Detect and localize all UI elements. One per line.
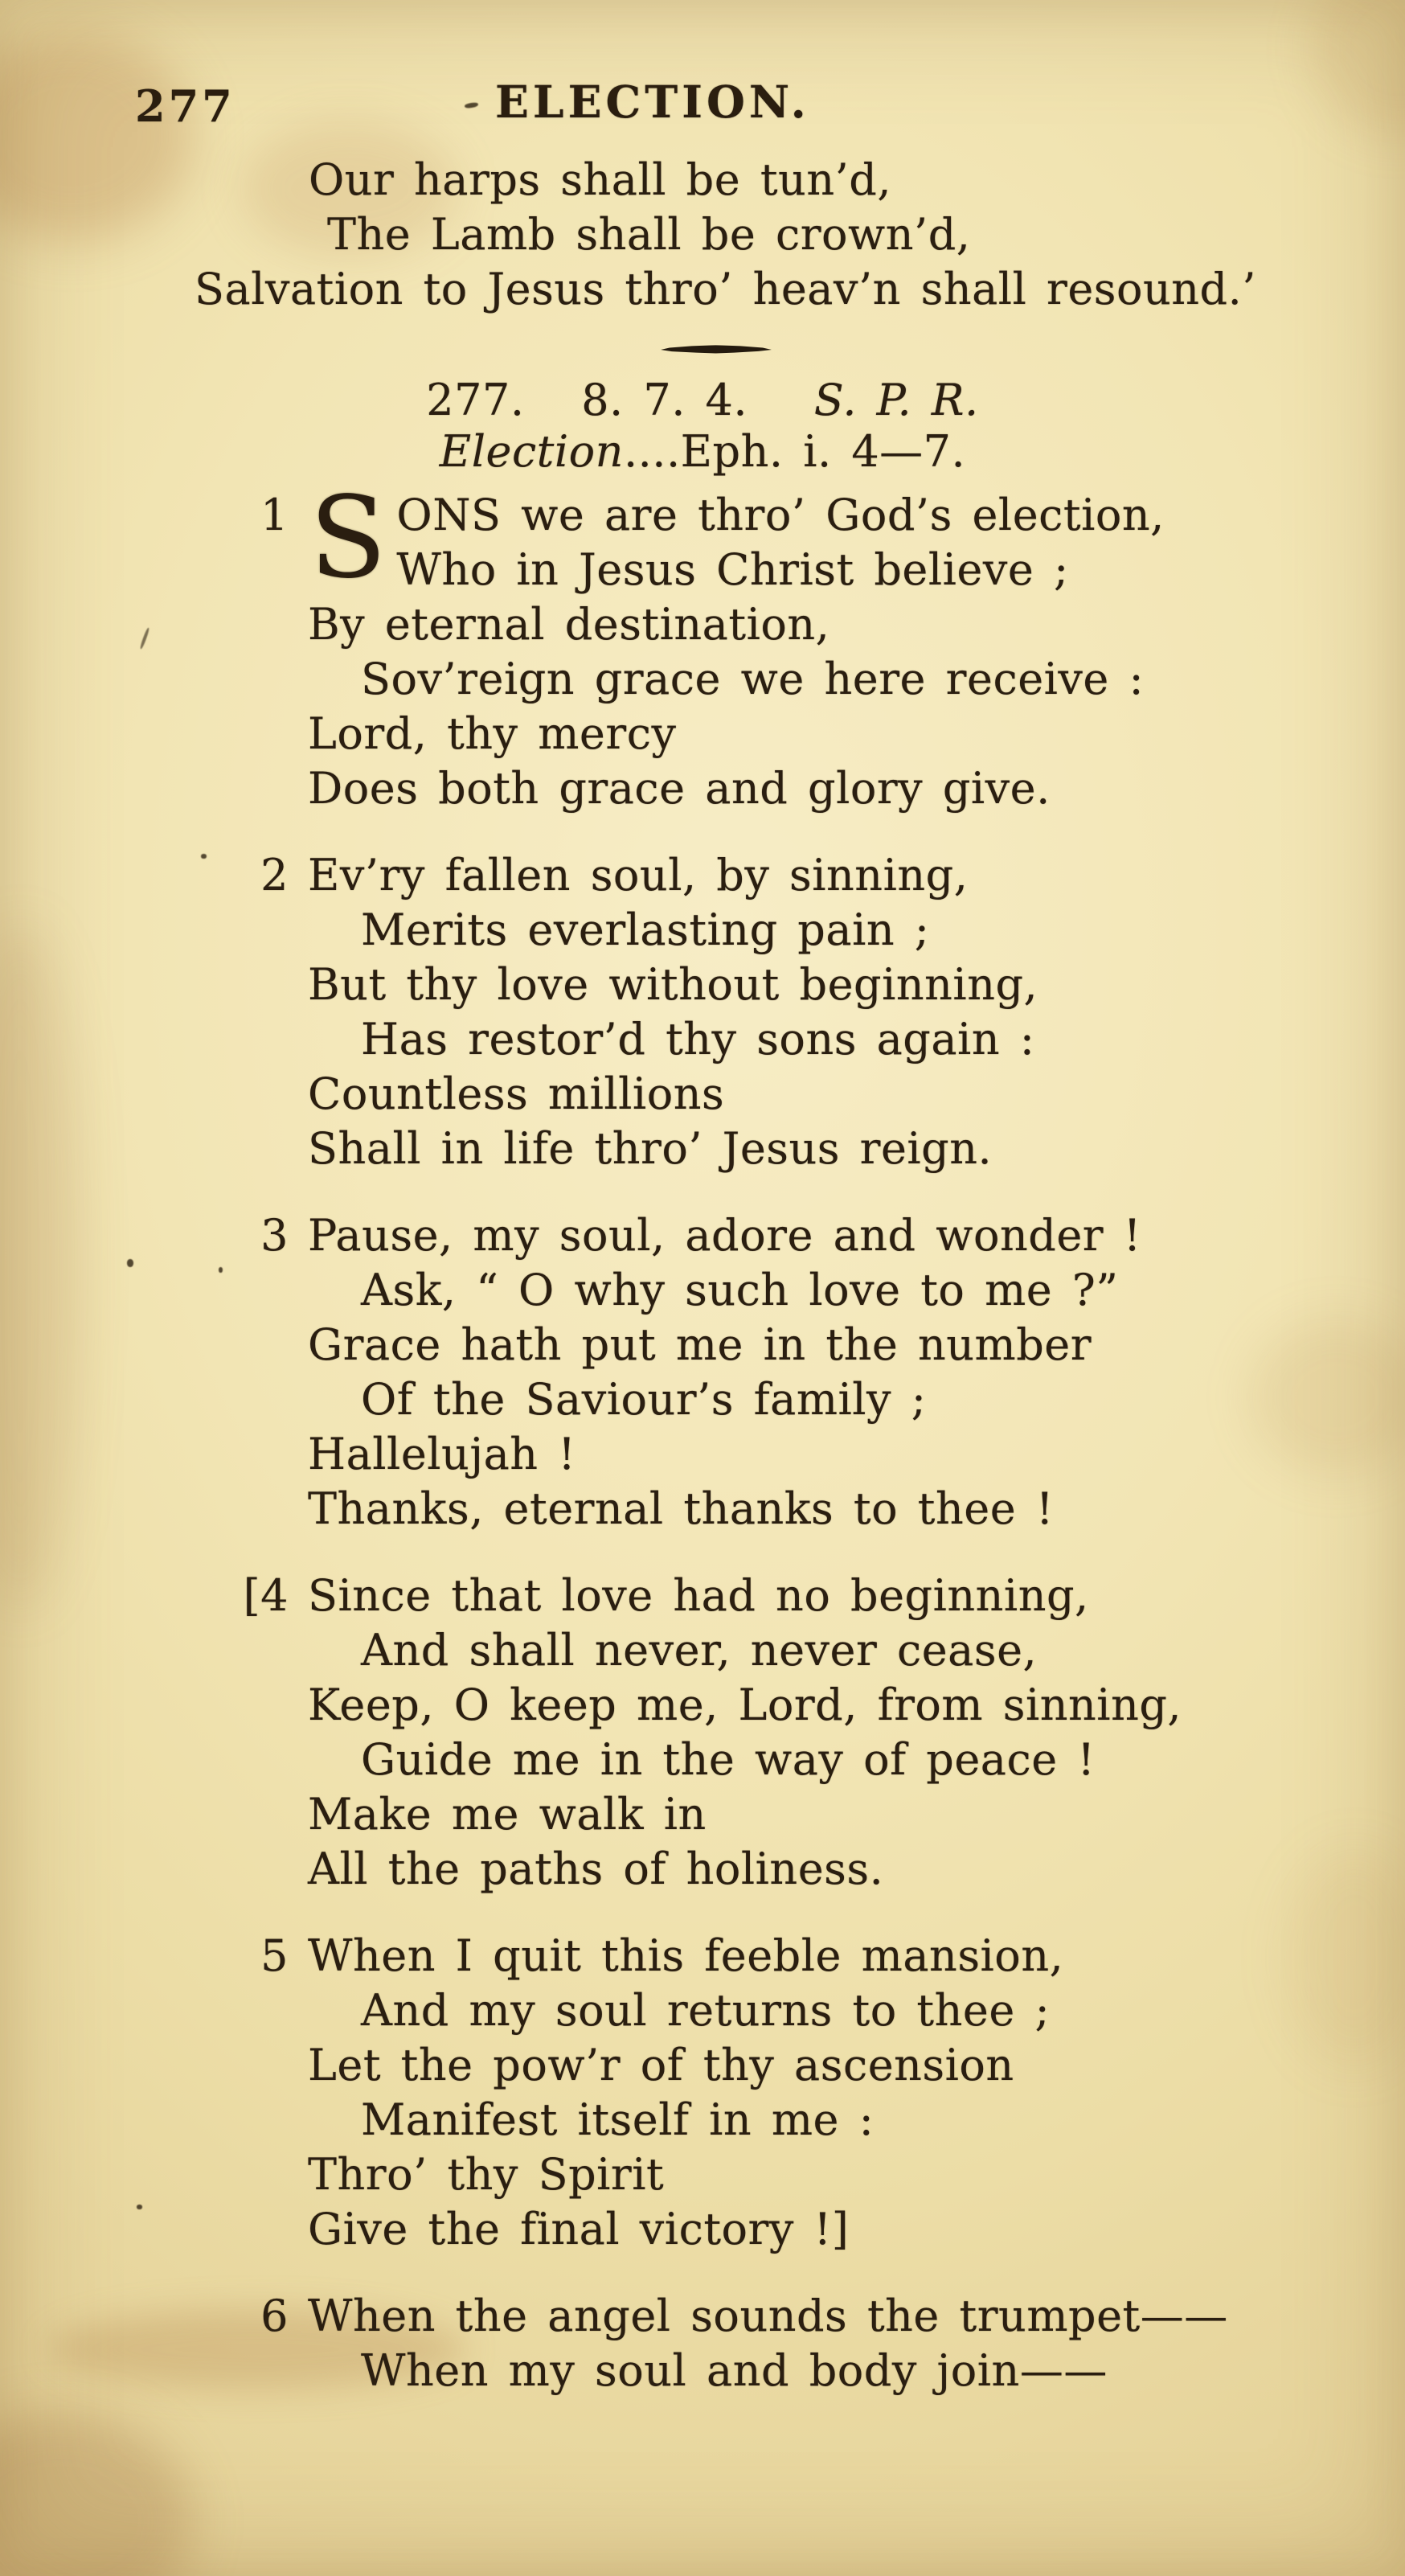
verse-number: 1	[260, 490, 289, 540]
verse-line: Give the final victory !]	[308, 2204, 850, 2254]
verse-line: Guide me in the way of peace !	[361, 1734, 1096, 1785]
paper-stain	[0, 2412, 193, 2576]
hymn-verses	[243, 473, 1228, 2430]
previous-hymn-closing-lines	[0, 153, 1256, 317]
verse-line: But thy love without beginning,	[308, 959, 1038, 1010]
page-number: 277	[135, 80, 236, 132]
scripture-reference: Eph. i. 4—7.	[680, 426, 966, 477]
verse-line: Sov’reign grace we here receive :	[361, 654, 1145, 704]
verse-line: Of the Saviour’s family ;	[361, 1374, 927, 1425]
verse-number: 6	[260, 2291, 289, 2341]
verse-line: Lord, thy mercy	[308, 708, 677, 759]
verse-line: Let the pow’r of thy ascension	[308, 2040, 1014, 2090]
paper-stain	[1250, 1319, 1405, 1475]
verse-line: Make me walk in	[308, 1789, 707, 1840]
verse-6	[260, 2289, 1228, 2398]
verse-3	[260, 1208, 1228, 1536]
hymn-heading	[0, 373, 1405, 428]
title-leader-dots: ....	[623, 426, 681, 477]
verse-line: ONS we are thro’ God’s election,	[396, 490, 1165, 540]
hymn-title-line	[0, 425, 1405, 479]
verse-number: 3	[260, 1210, 289, 1261]
hymn-number: 277.	[426, 375, 525, 425]
verse-line: By eternal destination,	[308, 599, 830, 650]
verse-line: And my soul returns to thee ;	[361, 1985, 1051, 2036]
verse-number: [4	[243, 1570, 289, 1621]
ink-speck	[137, 2205, 142, 2209]
ink-speck	[139, 627, 150, 650]
ink-speck	[219, 1267, 223, 1273]
verse-line: When I quit this feeble mansion,	[308, 1930, 1064, 1981]
hymn-title: Election	[439, 426, 624, 477]
verse-line: Keep, O keep me, Lord, from sinning,	[308, 1680, 1182, 1730]
verse-line: Our harps shall be tun’d,	[309, 154, 891, 205]
ink-speck	[201, 854, 207, 859]
verse-line: Salvation to Jesus thro’ heav’n shall resound.’	[195, 264, 1256, 314]
ink-speck	[127, 1259, 133, 1267]
verse-line: Who in Jesus Christ believe ;	[396, 544, 1069, 595]
verse-line: Thro’ thy Spirit	[308, 2149, 665, 2200]
swelled-rule-divider-icon	[661, 345, 772, 354]
verse-line: Shall in life thro’ Jesus reign.	[308, 1123, 993, 1174]
ink-speck	[465, 102, 479, 109]
verse-5	[260, 1929, 1228, 2257]
verse-line: Thanks, eternal thanks to thee !	[308, 1483, 1055, 1534]
verse-line: Since that love had no beginning,	[308, 1570, 1089, 1621]
verse-number: 5	[260, 1930, 289, 1981]
verse-line: Manifest itself in me :	[361, 2094, 875, 2145]
verse-1	[260, 473, 1228, 816]
verse-line: Ev’ry fallen soul, by sinning,	[308, 850, 969, 900]
verse-line: The Lamb shall be crown’d,	[327, 209, 971, 260]
verse-line: And shall never, never cease,	[361, 1625, 1038, 1676]
verse-line: Has restor’d thy sons again :	[361, 1014, 1035, 1064]
verse-line: Pause, my soul, adore and wonder !	[308, 1210, 1141, 1261]
verse-2	[260, 848, 1228, 1176]
verse-line: Does both grace and glory give.	[308, 763, 1051, 814]
verse-number: 2	[260, 850, 289, 900]
verse-line: All the paths of holiness.	[308, 1844, 884, 1894]
verse-line: Hallelujah !	[308, 1429, 576, 1479]
paper-stain	[1286, 1849, 1405, 2066]
verse-line: Countless millions	[308, 1069, 725, 1119]
verse-line: Merits everlasting pain ;	[361, 904, 930, 955]
paper-stain	[0, 925, 80, 1608]
drop-cap-initial: S	[309, 473, 387, 604]
paper-stain	[1310, 0, 1405, 137]
verse-line: Grace hath put me in the number	[308, 1319, 1092, 1370]
hymn-meter: 8. 7. 4.	[581, 375, 748, 425]
hymn-author-initials: S. P. R.	[813, 375, 979, 425]
verse-4	[243, 1569, 1228, 1897]
running-head-title: ELECTION.	[495, 76, 810, 128]
verse-line: When my soul and body join——	[361, 2345, 1108, 2396]
verse-line: When the angel sounds the trumpet——	[308, 2291, 1228, 2341]
verse-line: Ask, “ O why such love to me ?”	[361, 1265, 1119, 1315]
